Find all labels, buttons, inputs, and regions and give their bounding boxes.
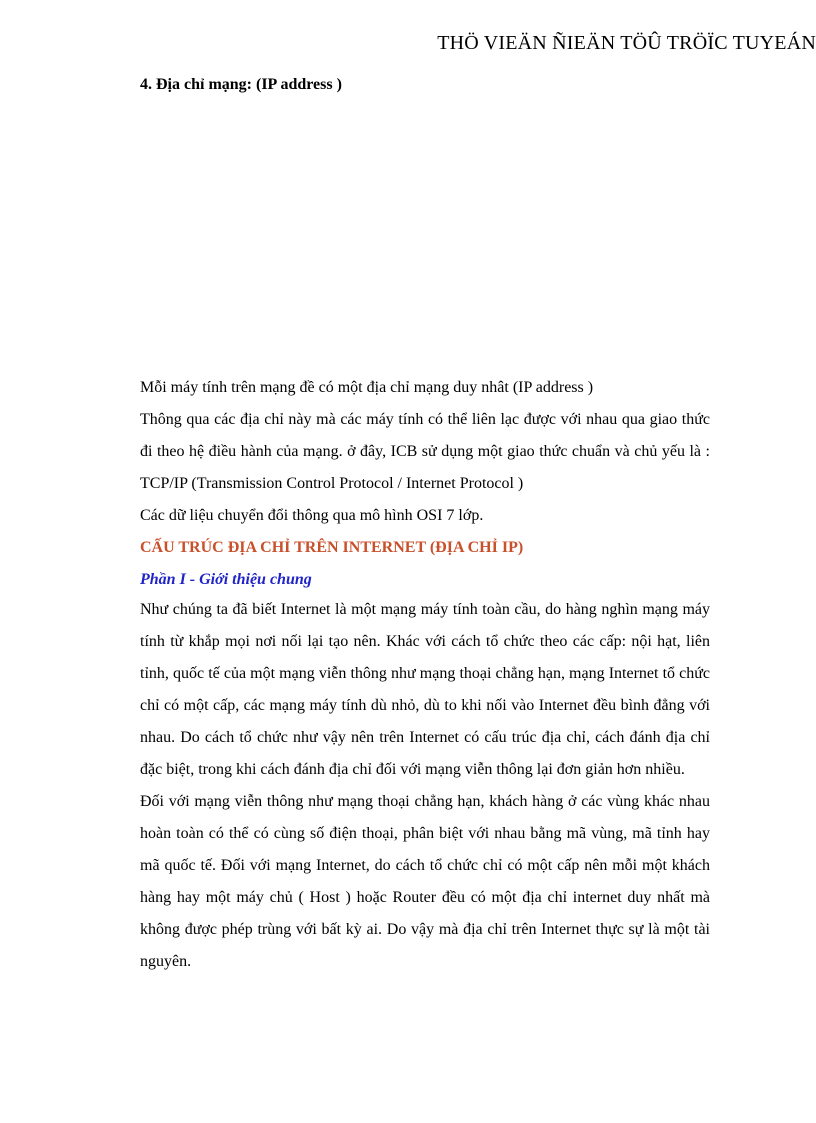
document-body bbox=[140, 372, 710, 978]
page-header: THÖ VIEÄN ÑIEÄN TÖÛ TRÖÏC TUYEÁN bbox=[437, 32, 816, 54]
paragraph-2: Đối với mạng viễn thông như mạng thoại chẳng hạn, khách hàng ở các vùng khác nhau hoàn toàn có thể có cùng số điện thoại, phân biệt với nhau bằng mã vùng, mã tỉnh hay mã quốc tế. Đối với mạng Internet, do cách tổ chức chỉ có một cấp nên mỗi một khách hàng hay một máy chủ ( Host ) hoặc Router đều có một địa chỉ internet duy nhất mà không được phép trùng với bất kỳ ai. Do vậy mà địa chỉ trên Internet thực sự là một tài nguyên. bbox=[140, 793, 710, 970]
intro-line-2: Thông qua các địa chỉ này mà các máy tính có thể liên lạc được với nhau qua giao thức đi theo hệ điều hành của mạng. ở đây, ICB sử dụng một giao thức chuẩn và chủ yếu là : TCP/IP (Transmission Control Protocol / Internet Protocol ) bbox=[140, 411, 710, 492]
paragraph-1: Như chúng ta đã biết Internet là một mạng máy tính toàn cầu, do hàng nghìn mạng máy tính từ khắp mọi nơi nối lại tạo nên. Khác với cách tổ chức theo các cấp: nội hạt, liên tỉnh, quốc tế của một mạng viễn thông như mạng thoại chẳng hạn, mạng Internet tổ chức chỉ có một cấp, các mạng máy tính dù nhỏ, dù to khi nối vào Internet đều bình đẳng với nhau. Do cách tổ chức như vậy nên trên Internet có cấu trúc địa chỉ, cách đánh địa chỉ đặc biệt, trong khi cách đánh địa chỉ đối với mạng viễn thông lại đơn giản hơn nhiều. bbox=[140, 601, 710, 778]
intro-line-3: Các dữ liệu chuyển đổi thông qua mô hình OSI 7 lớp. bbox=[140, 507, 484, 524]
intro-line-1: Mỗi máy tính trên mạng đề có một địa chỉ mạng duy nhât (IP address ) bbox=[140, 379, 594, 396]
structure-heading: CẤU TRÚC ĐỊA CHỈ TRÊN INTERNET (ĐỊA CHỈ IP) bbox=[140, 539, 524, 556]
part-heading: Phần I - Giới thiệu chung bbox=[140, 571, 312, 588]
section-title: 4. Địa chỉ mạng: (IP address ) bbox=[140, 76, 342, 93]
